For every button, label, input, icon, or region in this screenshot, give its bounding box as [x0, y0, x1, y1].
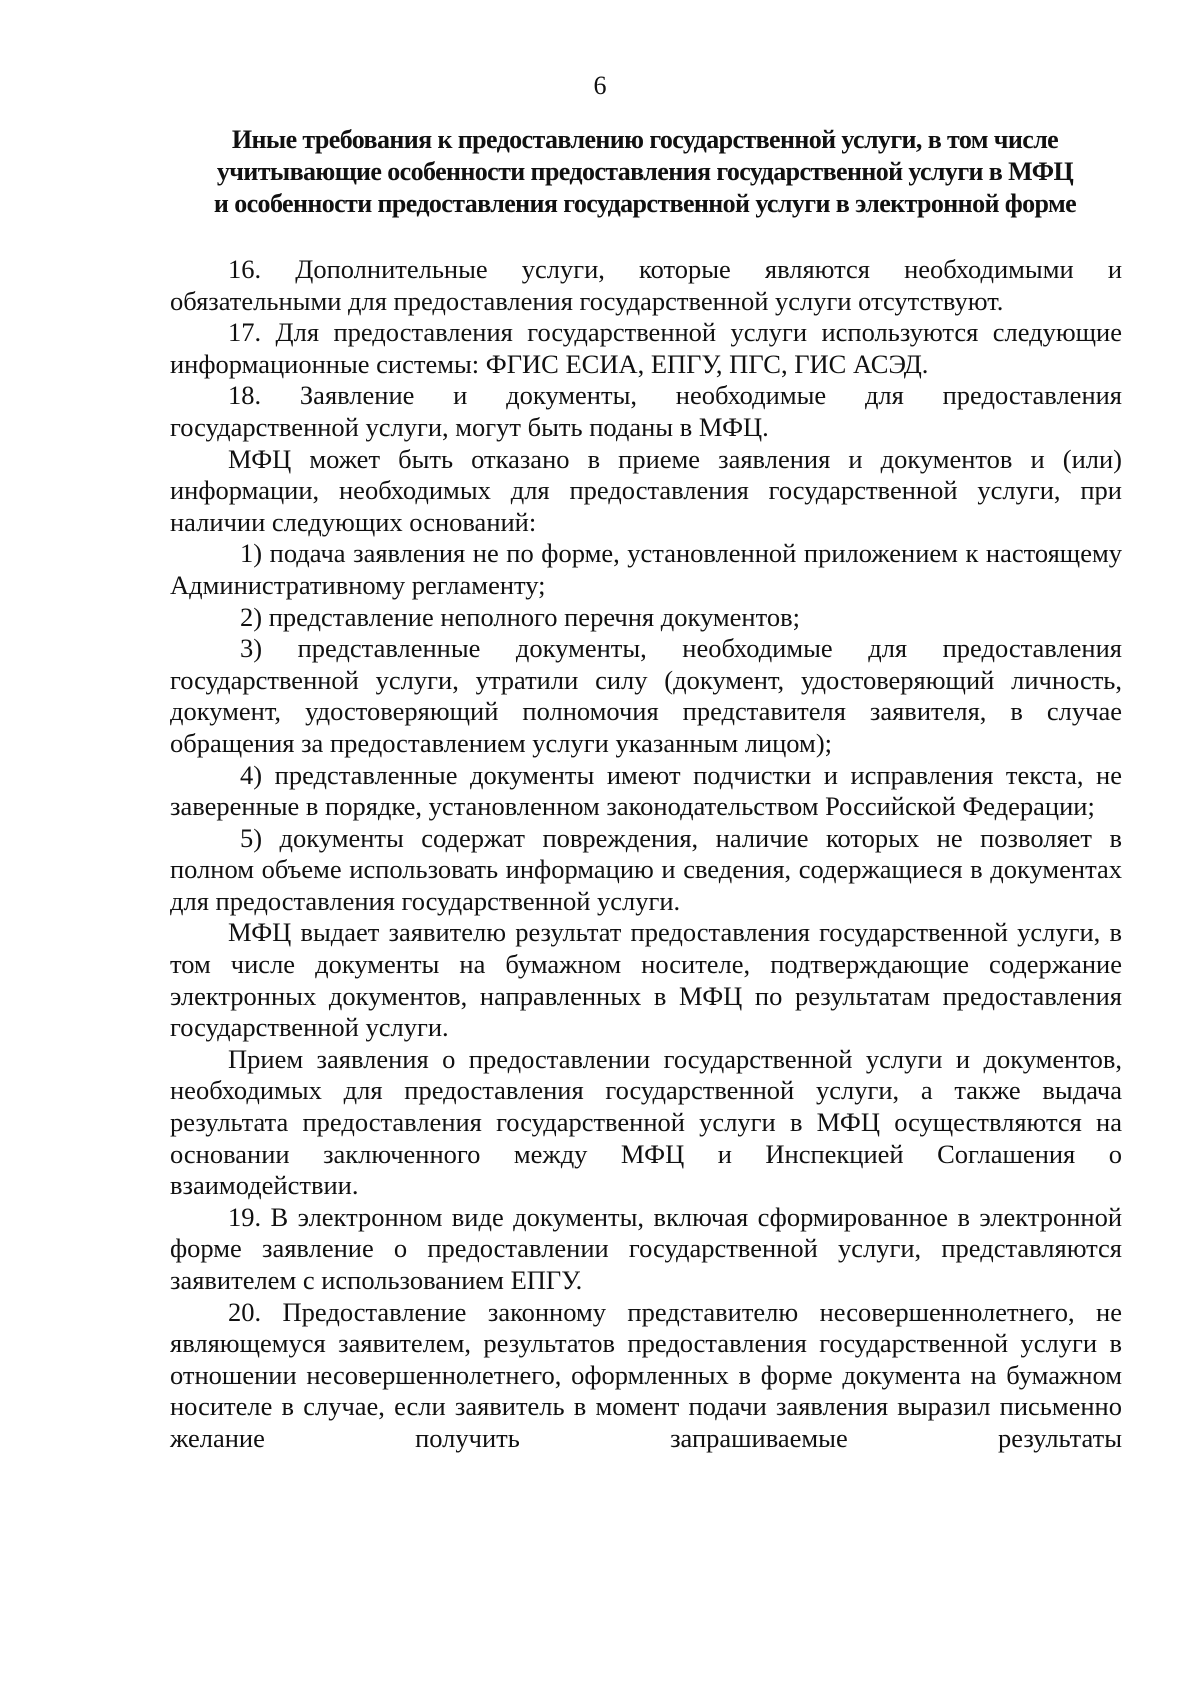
- page-number: 6: [593, 71, 607, 100]
- heading-line: и особенности предоставления государственной услуги в электронной форме: [213, 189, 1077, 218]
- paragraph-19: 19. В электронном виде документы, включая сформированное в электронной форме заявление о предоставлении государственной услуги, представляются заявителем с использованием ЕПГУ.: [170, 1201, 1122, 1295]
- paragraph-20: 20. Предоставление законному представителю несовершеннолетнего, не являющемуся заявителем, результатов предоставления государственной услуги в отношении несовершеннолетнего, оформленных в форме документа на бумажном носителе в случае, если заявитель в момент подачи заявления выразил письменно желание получить запрашиваемые результаты: [170, 1296, 1122, 1453]
- list-item-2: 2) представление неполного перечня документов;: [240, 601, 800, 632]
- list-item-1: 1) подача заявления не по форме, установленной приложением к настоящему Административному регламенту;: [170, 538, 1122, 600]
- list-item-5: 5) документы содержат повреждения, наличие которых не позволяет в полном объеме использовать информацию и сведения, содержащиеся в документах для предоставления государственной услуги.: [170, 822, 1122, 916]
- document-body: [170, 254, 1122, 1455]
- list-item-3: 3) представленные документы, необходимые для предоставления государственной услуги, утратили силу (документ, удостоверяющий личность, документ, удостоверяющий полномочия представителя заявителя, в случае обращения за предоставлением услуги указанным лицом);: [170, 633, 1122, 758]
- list-item-4: 4) представленные документы имеют подчистки и исправления текста, не заверенные в порядке, установленном законодательством Российской Федерации;: [170, 759, 1122, 822]
- paragraph-18: 18. Заявление и документы, необходимые для предоставления государственной услуги, могут быть поданы в МФЦ.: [170, 380, 1122, 442]
- paragraph-mfc-agreement: Прием заявления о предоставлении государственной услуги и документов, необходимых для предоставления государственной услуги, а также выдача результата предоставления государственной услуги в МФЦ осуществляются на основании заключенного между МФЦ и Инспекцией Соглашения о взаимодействии.: [170, 1043, 1122, 1201]
- paragraph-17: 17. Для предоставления государственной услуги используются следующие информационные системы: ФГИС ЕСИА, ЕПГУ, ПГС, ГИС АСЭД.: [170, 317, 1122, 379]
- paragraph-mfc-refusal: МФЦ может быть отказано в приеме заявления и документов и (или) информации, необходимых для предоставления государственной услуги, при наличии следующих оснований:: [170, 443, 1122, 537]
- paragraph-mfc-result: МФЦ выдает заявителю результат предоставления государственной услуги, в том числе документы на бумажном носителе, подтверждающие содержание электронных документов, направленных в МФЦ по результатам предоставления государственной услуги.: [170, 917, 1122, 1043]
- heading-line: учитывающие особенности предоставления государственной услуги в МФЦ: [216, 157, 1074, 186]
- section-heading: [160, 124, 1130, 220]
- heading-line: Иные требования к предоставлению государственной услуги, в том числе: [231, 125, 1059, 154]
- paragraph-16: 16. Дополнительные услуги, которые являются необходимыми и обязательными для предоставления государственной услуги отсутствуют.: [170, 254, 1122, 316]
